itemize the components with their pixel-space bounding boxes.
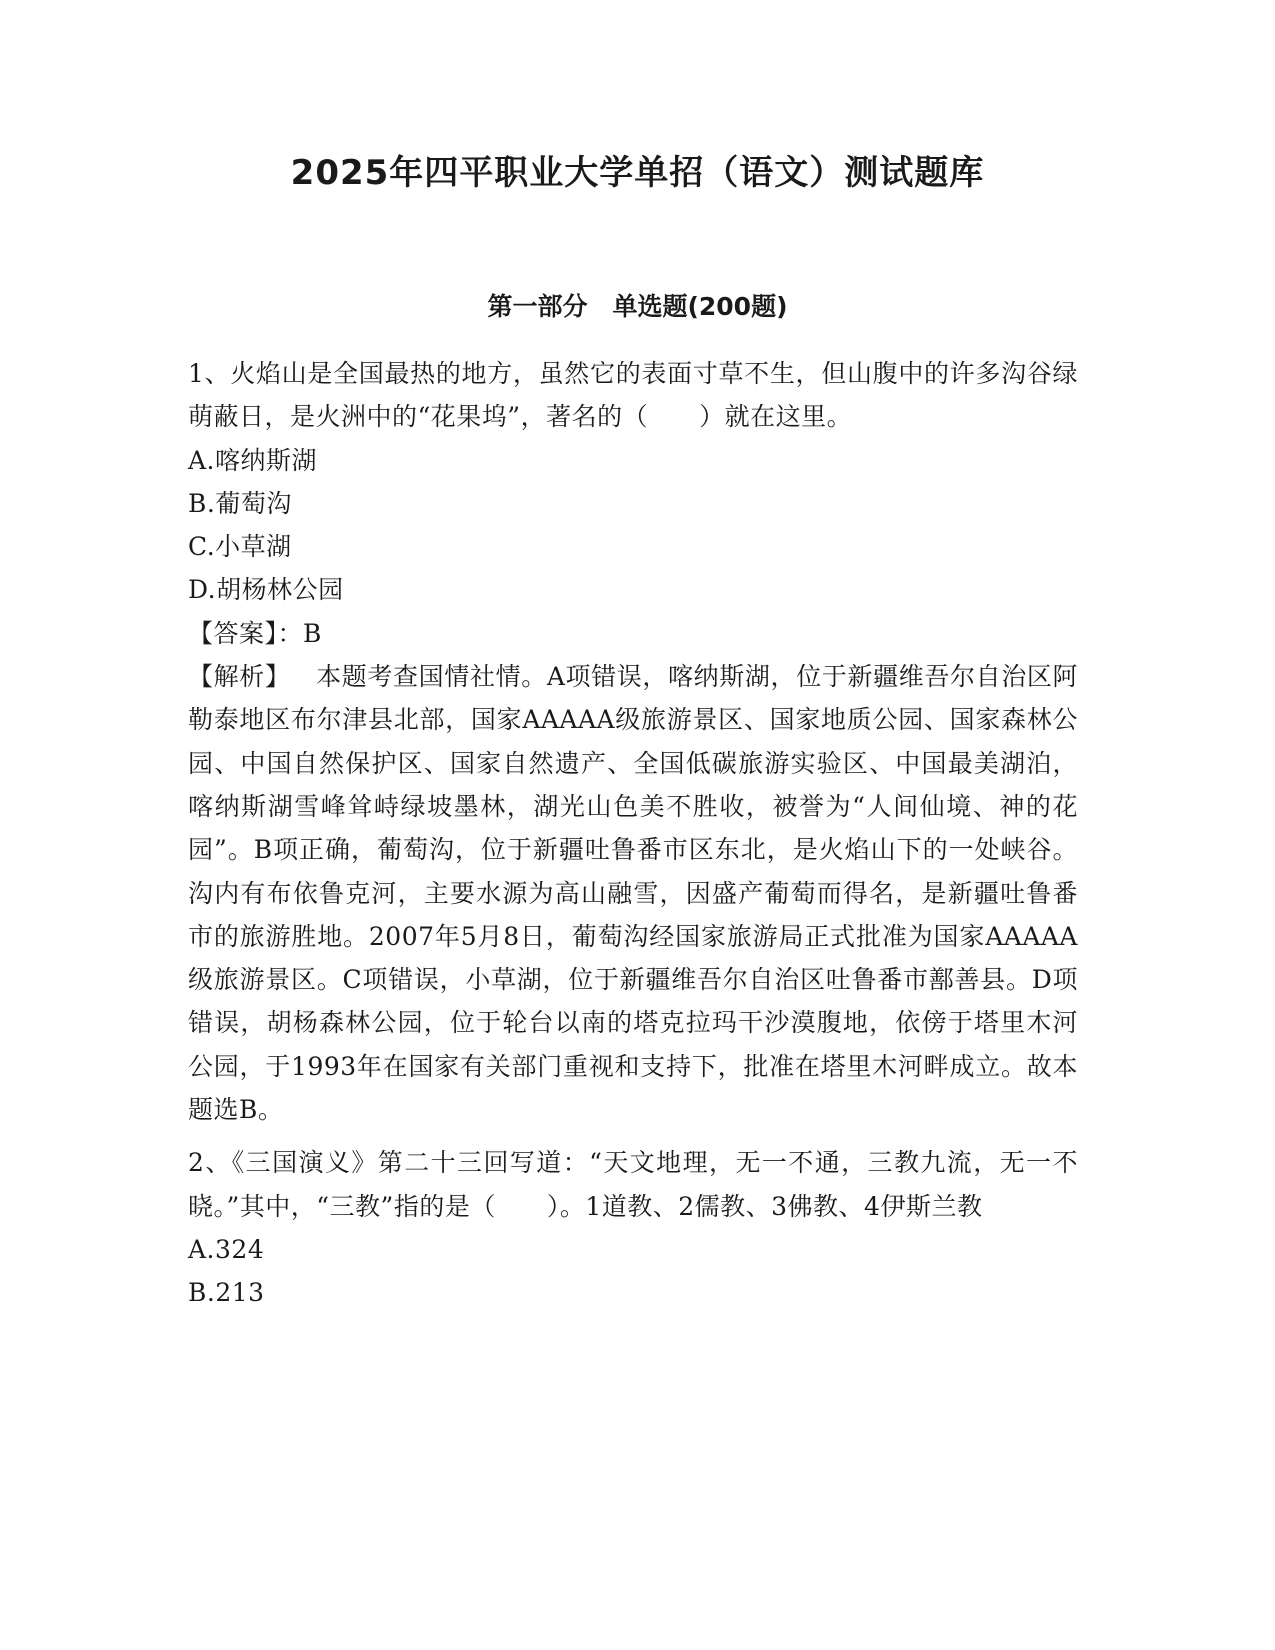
- question-stem: 1、火焰山是全国最热的地方，虽然它的表面寸草不生，但山腹中的许多沟谷绿萌蔽日，是火洲中的“花果坞”，著名的（ ）就在这里。: [188, 359, 1078, 432]
- option-b: B.葡萄沟: [188, 488, 292, 518]
- question-2: [188, 1141, 1078, 1314]
- question-list: [188, 352, 1078, 1315]
- answer-value: B: [303, 618, 322, 648]
- option-a: A.喀纳斯湖: [188, 445, 318, 475]
- analysis-text: 本题考查国情社情。A项错误，喀纳斯湖，位于新疆维吾尔自治区阿勒泰地区布尔津县北部，国家AAAAA级旅游景区、国家地质公园、国家森林公园、中国自然保护区、国家自然遗产、全国低碳旅游实验区、中国最美湖泊，喀纳斯湖雪峰耸峙绿坡墨林，湖光山色美不胜收，被誉为“人间仙境、神的花园”。B项正确，葡萄沟，位于新疆吐鲁番市区东北，是火焰山下的一处峡谷。沟内有布依鲁克河，主要水源为高山融雪，因盛产葡萄而得名，是新疆吐鲁番市的旅游胜地。2007年5月8日，葡萄沟经国家旅游局正式批准为国家AAAAA级旅游景区。C项错误，小草湖，位于新疆维吾尔自治区吐鲁番市鄯善县。D项错误，胡杨森林公园，位于轮台以南的塔克拉玛干沙漠腹地，依傍于塔里木河公园，于1993年在国家有关部门重视和支持下，批准在塔里木河畔成立。故本题选B。: [188, 662, 1078, 1125]
- option-a: A.324: [188, 1234, 265, 1264]
- option-d: D.胡杨林公园: [188, 575, 344, 605]
- answer-label: 【答案】：: [188, 618, 304, 648]
- section-title: 第一部分 单选题(200题): [487, 292, 788, 321]
- analysis-paragraph: [188, 655, 1078, 1131]
- option-c: C.小草湖: [188, 532, 292, 562]
- question-1: [188, 352, 1078, 1131]
- question-stem: 2、《三国演义》第二十三回写道：“天文地理，无一不通，三教九流，无一不晓。”其中，“三教”指的是（ ）。1道教、2儒教、3佛教、4伊斯兰教: [188, 1148, 1078, 1221]
- analysis-label: 【解析】: [188, 662, 291, 692]
- answer-line: [188, 612, 1078, 655]
- option-b: B.213: [188, 1278, 265, 1308]
- document-title: 2025年四平职业大学单招（语文）测试题库: [290, 153, 985, 193]
